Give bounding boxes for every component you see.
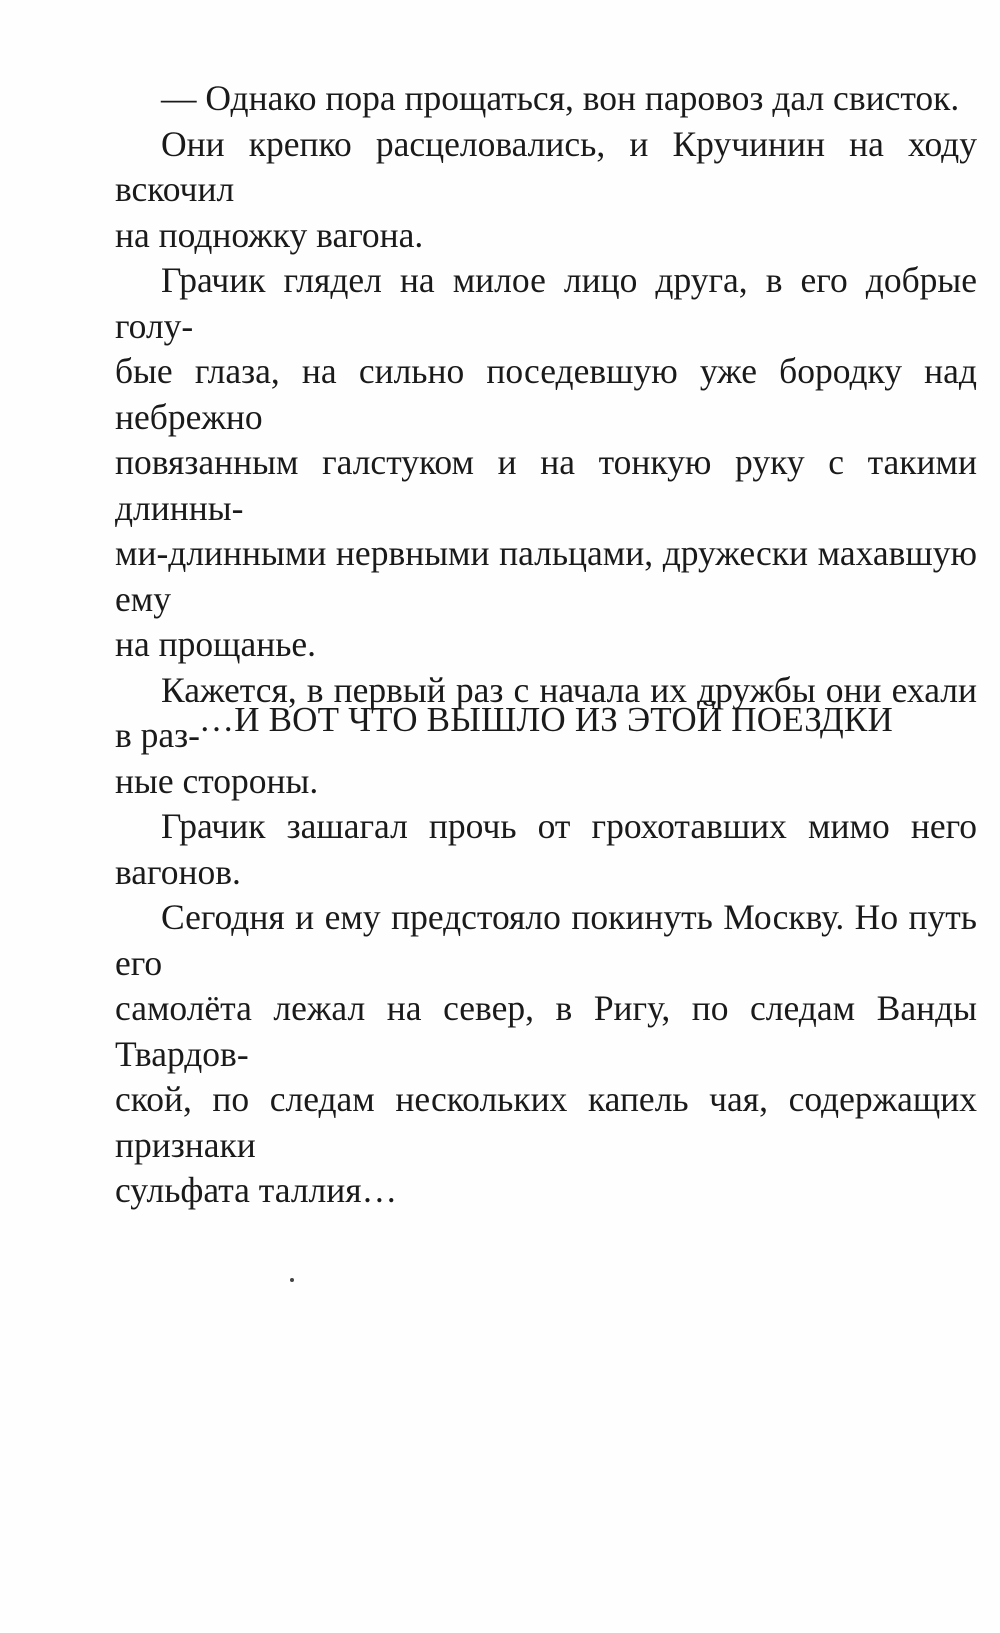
- paragraph-kiss: Они крепко расцеловались, и Кручинин на ходу вскочил на подножку вагона.: [115, 123, 977, 255]
- paragraph-farewell-line: — Однако пора прощаться, вон паровоз дал свисток.: [161, 78, 960, 118]
- paragraph-walked-away: Грачик зашагал прочь от грохотавших мимо него вагонов.: [115, 806, 977, 892]
- paragraph-different-directions: Кажется, в первый раз с начала их дружбы они ехали в раз- ные стороны.: [115, 669, 977, 801]
- body-text: [115, 76, 977, 1214]
- paragraph-leave-moscow: Сегодня и ему предстояло покинуть Москву. Но путь его самолёта лежал на север, в Ригу, по следам Ванды Твардов- ской, по следам нескольких капель чая, содержащих признаки сульфата таллия…: [115, 897, 977, 1210]
- paragraph-grachik-looks: Грачик глядел на милое лицо друга, в его добрые голу- бые глаза, на сильно поседевшую уже бородку над небрежно повязанным галстуком и на тонкую руку с такими длинны- ми-длинными нервными пальцами, дружески махавшую ему на прощанье.: [115, 260, 977, 664]
- section-heading: …И ВОТ ЧТО ВЫШЛО ИЗ ЭТОЙ ПОЕЗДКИ: [199, 700, 893, 739]
- scan-speck: [290, 1278, 294, 1282]
